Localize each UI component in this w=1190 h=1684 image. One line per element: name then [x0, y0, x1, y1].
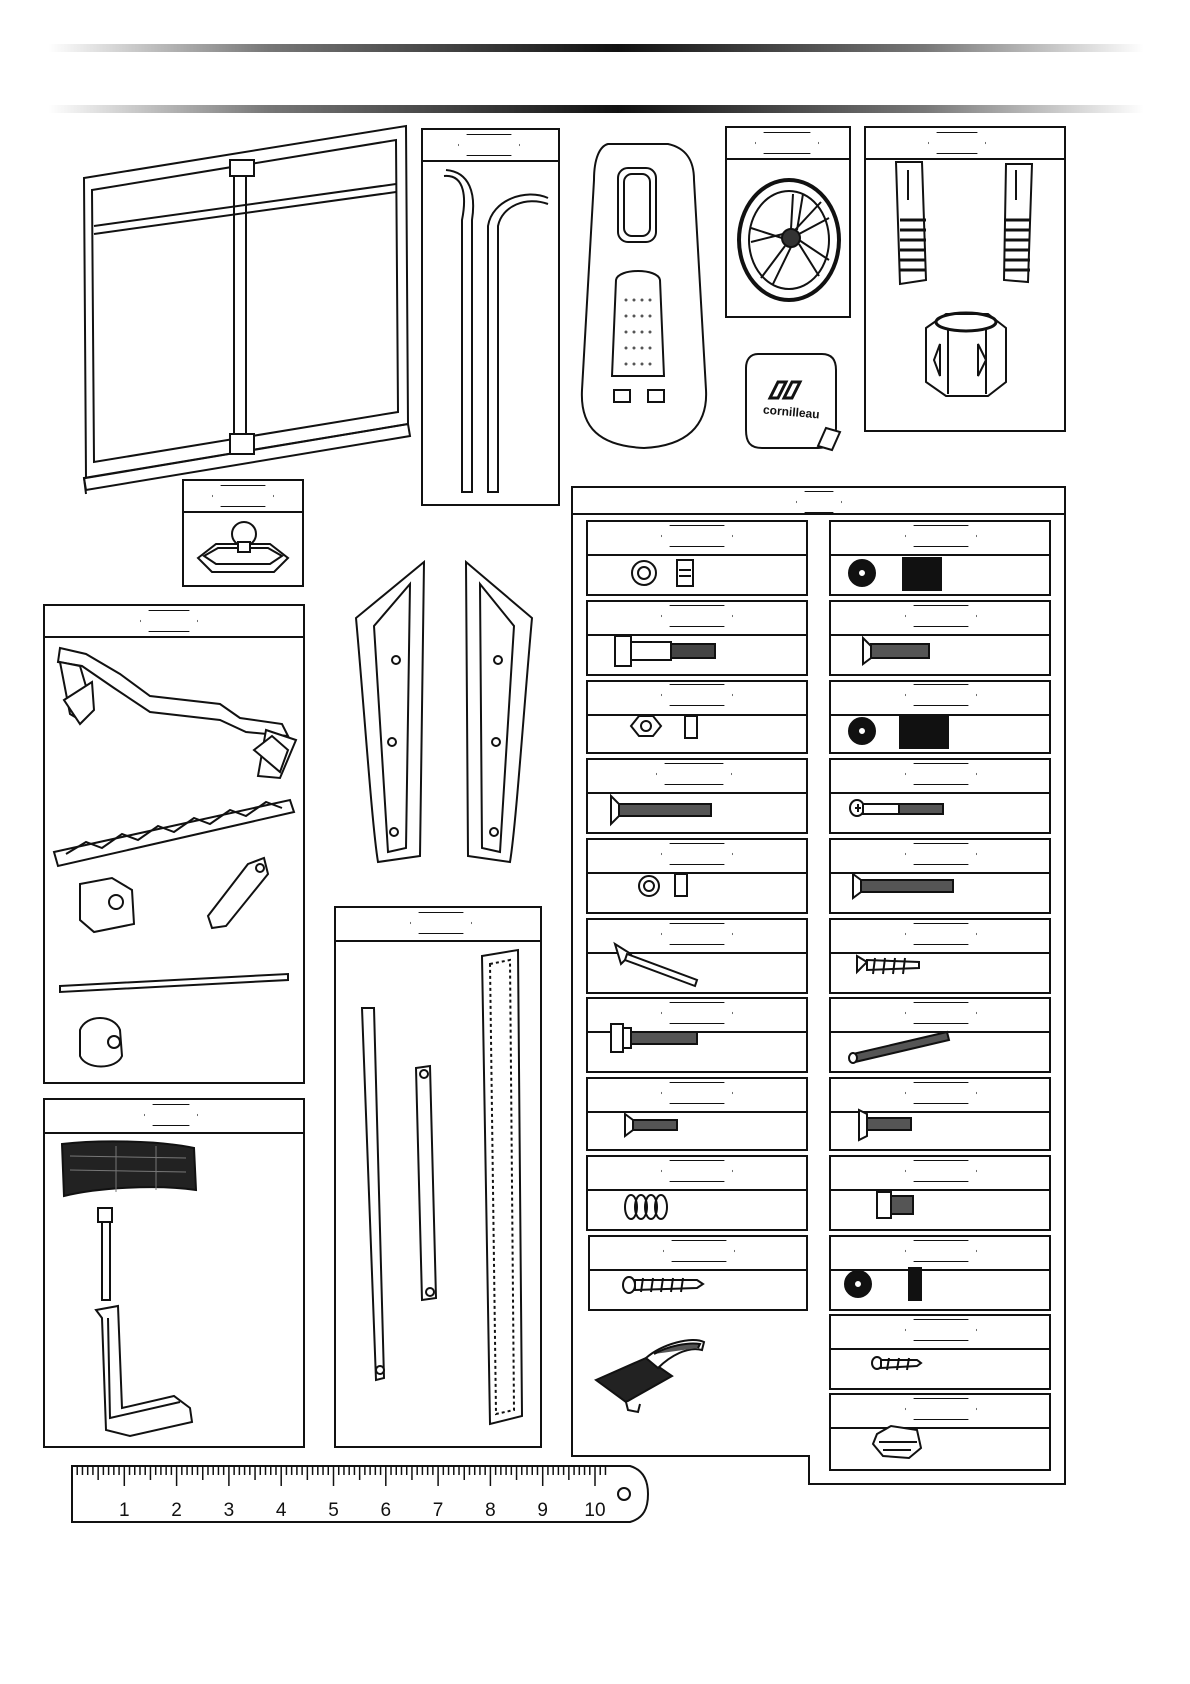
- top-rule-1: [48, 44, 1144, 52]
- ruler: [70, 1464, 650, 1526]
- table-frame-icon: [78, 122, 414, 514]
- part-label-tag: [140, 610, 198, 632]
- tube-set-icon: [350, 948, 534, 1438]
- ruler-number: 9: [537, 1500, 548, 1521]
- ruler-number: 4: [275, 1500, 287, 1521]
- part-label-tag: [410, 912, 472, 934]
- part-label-tag: [928, 132, 986, 154]
- corner-guard-icon: [350, 556, 540, 870]
- part-label-tag: [755, 132, 819, 154]
- net-and-post-icon: [56, 1138, 206, 1438]
- chassis-parts-icon: [50, 640, 300, 1080]
- wheel-icon: [733, 172, 843, 302]
- ruler-number: 5: [328, 1500, 339, 1521]
- ruler-number: 2: [171, 1500, 182, 1521]
- ruler-number: 1: [119, 1500, 130, 1521]
- plugs-and-nut-icon: [886, 160, 1046, 400]
- part-label-tag: [212, 485, 274, 507]
- top-rule-2: [48, 105, 1144, 113]
- ruler-number: 8: [485, 1500, 496, 1521]
- ruler-number: 6: [380, 1500, 392, 1521]
- brand-logo-text: cornilleau: [762, 402, 821, 422]
- part-label-tag: [144, 1104, 198, 1126]
- ruler-number: 10: [584, 1500, 606, 1521]
- leveling-foot-icon: [194, 518, 292, 578]
- pedal-icon: [592, 1336, 708, 1414]
- curved-leg-tubes-icon: [436, 170, 554, 500]
- side-panel-icon: [578, 140, 710, 452]
- ruler-number: 3: [223, 1500, 235, 1521]
- part-label-tag: [458, 134, 520, 156]
- brand-badge: [742, 350, 842, 454]
- ruler-number: 7: [432, 1500, 444, 1521]
